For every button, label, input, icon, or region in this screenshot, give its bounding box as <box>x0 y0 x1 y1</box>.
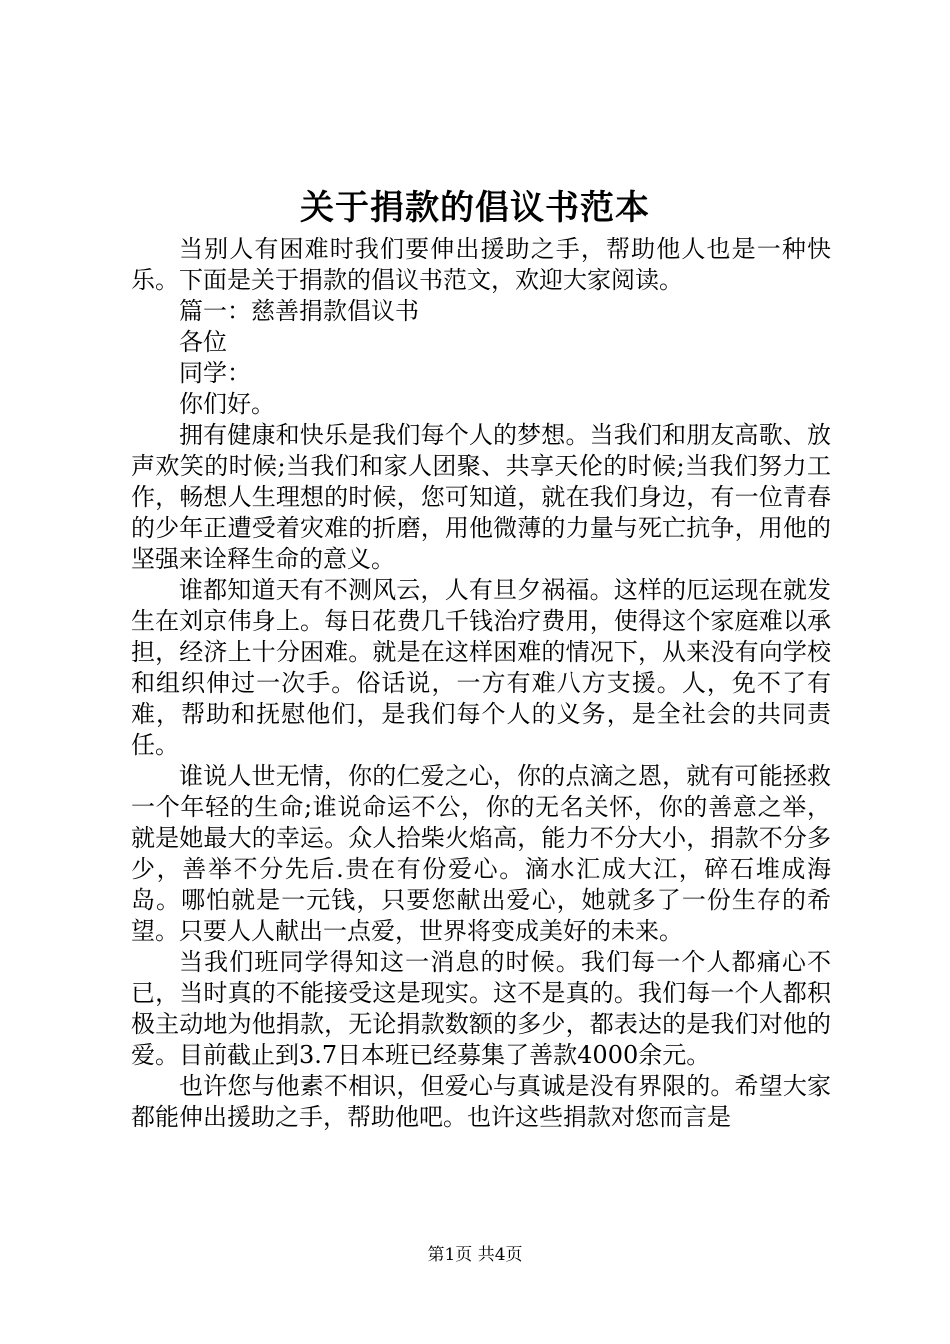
paragraph-section-heading: 篇一：慈善捐款倡议书 <box>179 297 419 325</box>
paragraph-body-5: 也许您与他素不相识，但爱心与真诚是没有界限的。希望大家都能伸出援助之手，帮助他吧。也许这些捐款对您而言是 <box>131 1072 831 1131</box>
paragraph-body-1: 拥有健康和快乐是我们每个人的梦想。当我们和朋友高歌、放声欢笑的时候;当我们和家人团聚、共享天伦的时候;当我们努力工作，畅想人生理想的时候，您可知道，就在我们身边，有一位青春的少年正遭受着灾难的折磨，用他微薄的力量与死亡抗争，用他的坚强来诠释生命的意义。 <box>131 421 831 573</box>
paragraph-body-2: 谁都知道天有不测风云，人有旦夕祸福。这样的厄运现在就发生在刘京伟身上。每日花费几千钱治疗费用，使得这个家庭难以承担，经济上十分困难。就是在这样困难的情况下，从来没有向学校和组织伸过一次手。俗话说，一方有难八方支援。人，免不了有难，帮助和抚慰他们，是我们每个人的义务，是全社会的共同责任。 <box>131 576 831 759</box>
document-title: 关于捐款的倡议书范本 <box>300 188 650 228</box>
paragraph-greeting: 你们好。 <box>179 390 275 418</box>
paragraph-salutation-1: 各位 <box>179 328 227 356</box>
paragraph-salutation-2: 同学： <box>179 359 251 387</box>
paragraph-body-3: 谁说人世无情，你的仁爱之心，你的点滴之恩，就有可能拯救一个年轻的生命;谁说命运不公，你的无名关怀，你的善意之举，就是她最大的幸运。众人拾柴火焰高，能力不分大小，捐款不分多少，善举不分先后.贵在有份爱心。滴水汇成大江，碎石堆成海岛。哪怕就是一元钱，只要您献出爱心，她就多了一份生存的希望。只要人人献出一点爱，世界将变成美好的未来。 <box>131 762 831 945</box>
paragraph-body-4: 当我们班同学得知这一消息的时候。我们每一个人都痛心不已，当时真的不能接受这是现实。这不是真的。我们每一个人都积极主动地为他捐款，无论捐款数额的多少，都表达的是我们对他的爱。目前截止到3.7日本班已经募集了善款4000余元。 <box>131 948 831 1069</box>
paragraph-intro: 当别人有困难时我们要伸出援助之手，帮助他人也是一种快乐。下面是关于捐款的倡议书范文，欢迎大家阅读。 <box>131 235 831 294</box>
page-number-footer: 第1页 共4页 <box>427 1245 523 1265</box>
document-body <box>131 234 831 1133</box>
